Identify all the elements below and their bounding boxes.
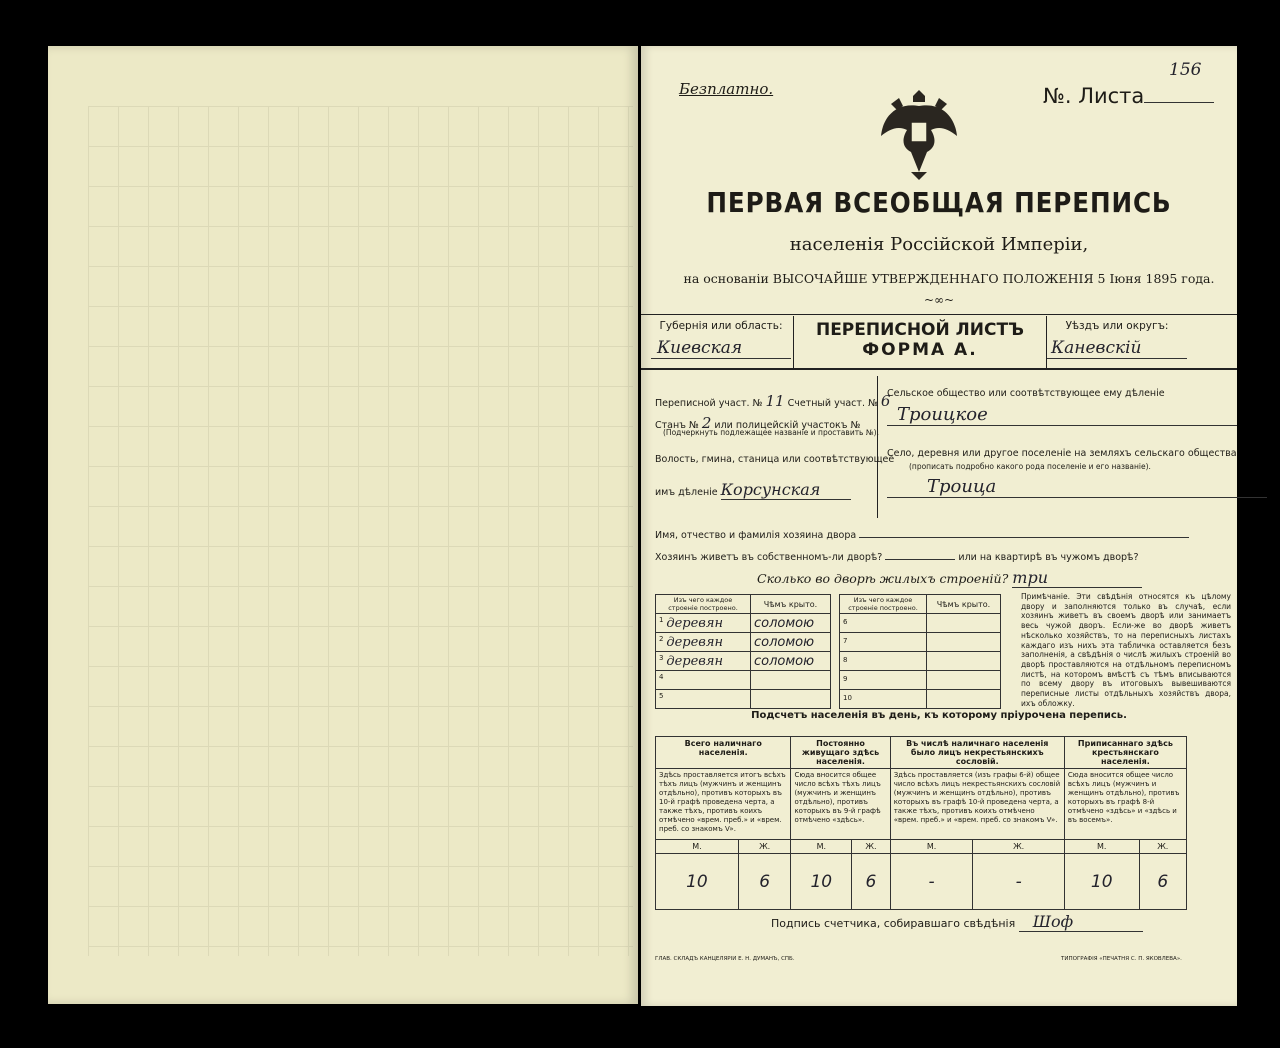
building-material: 8 — [840, 652, 927, 671]
building-material: 4 — [656, 671, 751, 690]
male-label: М. — [656, 840, 739, 854]
building-material: 9 — [840, 671, 927, 690]
population-col-description: Сюда вносится общее число всѣхъ лицъ (мужчинъ и женщинъ отдѣльно), противъ которыхъ въ графѣ 8-й отмѣчено «здѣсь» и «здѣсь и въ восемъ». — [1064, 769, 1186, 840]
owner-line: Имя, отчество и фамилiя хозяина двора — [655, 530, 1215, 541]
population-col-header: Всего наличнаго населенiя. — [656, 737, 791, 769]
building-row — [840, 633, 1001, 652]
printer-left: ГЛАВ. СКЛАДЪ КАНЦЕЛЯРIИ Е. Н. ДУМАНЪ, СПБ. — [655, 956, 795, 962]
building-roof: соломою — [751, 652, 831, 671]
building-row — [656, 614, 831, 633]
col-roof: Чѣмъ крыто. — [751, 595, 831, 614]
bleed-through-grid — [88, 106, 633, 956]
form-title-line1: ПЕРЕПИСНОЙ ЛИСТЪ — [815, 320, 1025, 340]
sheet-number-label: №. Листа — [1043, 84, 1214, 108]
female-label: Ж. — [852, 840, 891, 854]
population-col-header: Въ числѣ наличнаго населенiя было лицъ некрестьянскихъ сословiй. — [890, 737, 1064, 769]
form-title-box — [793, 316, 1047, 368]
female-count: 6 — [738, 854, 791, 910]
building-roof — [927, 652, 1001, 671]
census-area-line: Переписной участ. № 11 Счетный участ. № 6 — [655, 392, 891, 410]
population-col-header: Приписаннаго здѣсь крестьянскаго населенiя. — [1064, 737, 1186, 769]
male-label: М. — [890, 840, 973, 854]
col-material: Изъ чего каждое строенiе построено. — [656, 595, 751, 614]
village-value: Троица — [887, 476, 1267, 498]
document-title: ПЕРВАЯ ВСЕОБЩАЯ ПЕРЕПИСЬ — [706, 186, 1172, 219]
female-label: Ж. — [738, 840, 791, 854]
col-material: Изъ чего каждое строенiе построено. — [840, 595, 927, 614]
owner-lives-line: Хозяинъ живетъ въ собственномъ-ли дворѣ? или на квартирѣ въ чужомъ дворѣ? — [655, 552, 1139, 563]
building-roof — [927, 614, 1001, 633]
building-material: 10 — [840, 690, 927, 709]
population-col-description: Здѣсь проставляется (изъ графы 6-й) общее число всѣхъ лицъ некрестьянскихъ сословiй (мужчинъ и женщинъ отдѣльно), противъ которыхъ въ графѣ 10-й проведена черта, а также тѣхъ, противъ коихъ отмѣчено «врем. преб.» и «врем. преб. со знакомъ V». — [890, 769, 1064, 840]
population-col-description: Сюда вносится общее число всѣхъ тѣхъ лицъ (мужчинъ и женщинъ отдѣльно), противъ которыхъ въ 9-й графѣ отмѣчено «здѣсь». — [791, 769, 890, 840]
society-value: Троицкое — [887, 404, 1237, 426]
male-count: 10 — [656, 854, 739, 910]
volost-line: имъ дѣленiе Корсунская — [655, 480, 865, 500]
col-roof: Чѣмъ крыто. — [927, 595, 1001, 614]
building-material: $^3$ деревян — [656, 652, 751, 671]
guberniya-box — [651, 318, 791, 366]
male-label: М. — [1064, 840, 1139, 854]
buildings-table-right — [839, 594, 1001, 709]
male-count: 10 — [1064, 854, 1139, 910]
society-label: Сельское общество или соотвѣтствующее ему дѣленiе — [887, 388, 1165, 399]
population-col-header: Постоянно живущаго здѣсь населенiя. — [791, 737, 890, 769]
female-label: Ж. — [973, 840, 1064, 854]
left-page — [48, 46, 638, 1004]
village-label: Село, деревня или другое поселенiе на земляхъ сельскаго общества — [887, 448, 1237, 459]
building-roof: соломою — [751, 633, 831, 652]
male-count: - — [890, 854, 973, 910]
population-title: Подсчетъ населенiя въ день, къ которому прiурочена перепись. — [751, 710, 1127, 721]
female-label: Ж. — [1139, 840, 1186, 854]
buildings-count-line: Сколько во дворѣ жилыхъ строенiй? три — [757, 568, 1142, 588]
underline-note: (Подчеркнуть подлежащее названiе и проставить №). — [663, 428, 879, 437]
document-subtitle: населенiя Россiйской Имперiи, — [789, 234, 1089, 255]
female-count: - — [973, 854, 1064, 910]
building-row — [840, 614, 1001, 633]
buildings-note: Примѣчанiе. Эти свѣдѣнiя относятся къ цѣлому двору и заполняются только въ случаѣ, если хозяинъ живетъ въ своемъ дворѣ или занимаетъ весь чужой дворъ. Если-же во дворѣ живетъ нѣсколько хозяйствъ, то на переписныхъ листахъ каждаго изъ нихъ эта табличка оставляется безъ заполненiя, а свѣдѣнiя о числѣ жилыхъ строенiй во дворѣ проставляются на отдѣльномъ переписномъ листѣ, на которомъ вмѣстѣ съ тѣмъ вписываются по всему двору въ итоговыхъ вывешиваются переписные листы отдѣльныхъ хозяйствъ двора, ихъ обложку. — [1021, 592, 1231, 708]
free-label: Безплатно. — [679, 80, 774, 98]
header-rule-bottom — [641, 368, 1237, 370]
village-note: (прописать подробно какого рода поселенiе и его названiе). — [909, 462, 1151, 471]
uezd-box — [1047, 318, 1187, 366]
form-title-line2: ФОРМА А. — [862, 340, 978, 360]
building-roof — [927, 633, 1001, 652]
uezd-value: Каневскiй — [1047, 338, 1187, 359]
male-count: 10 — [791, 854, 852, 910]
building-row — [840, 652, 1001, 671]
building-material: $^2$ деревян — [656, 633, 751, 652]
male-label: М. — [791, 840, 852, 854]
uezd-label: Уѣздъ или округъ: — [1065, 320, 1169, 332]
building-material: 6 — [840, 614, 927, 633]
ornament: ~∞~ — [923, 293, 955, 307]
population-col-description: Здѣсь проставляется итогъ всѣхъ тѣхъ лицъ (мужчинъ и женщинъ отдѣльно), противъ которыхъ въ 10-й графѣ проведена черта, а также тѣхъ, противъ коихъ отмѣчено «врем. преб.» и «врем. преб. со знакомъ V». — [656, 769, 791, 840]
sheet-number-handwritten: 156 — [1169, 60, 1202, 80]
building-roof: соломою — [751, 614, 831, 633]
female-count: 6 — [1139, 854, 1186, 910]
buildings-table-left — [655, 594, 831, 709]
building-roof — [927, 671, 1001, 690]
building-row — [840, 690, 1001, 709]
volost-label: Волость, гмина, станица или соотвѣтствующее — [655, 454, 895, 465]
female-count: 6 — [852, 854, 891, 910]
building-row — [656, 633, 831, 652]
building-material: $^1$ деревян — [656, 614, 751, 633]
double-headed-eagle-icon — [877, 82, 961, 182]
building-material: 5 — [656, 690, 751, 709]
building-row — [656, 671, 831, 690]
printer-right: ТИПОГРАФIЯ «ПЕЧАТНЯ С. П. ЯКОВЛЕВА». — [1061, 956, 1182, 962]
building-roof — [927, 690, 1001, 709]
stan-line: Станъ № 2 или полицейскiй участокъ № — [655, 414, 861, 432]
right-page — [641, 46, 1237, 1006]
guberniya-value: Киевская — [651, 338, 791, 359]
building-row — [656, 690, 831, 709]
building-roof — [751, 690, 831, 709]
building-roof — [751, 671, 831, 690]
signature-line: Подпись счетчика, собиравшаго свѣдѣнiя Шоф — [771, 912, 1143, 932]
building-row — [656, 652, 831, 671]
population-table — [655, 736, 1187, 910]
building-material: 7 — [840, 633, 927, 652]
guberniya-label: Губернiя или область: — [659, 320, 783, 332]
building-row — [840, 671, 1001, 690]
legal-basis: на основанiи ВЫСОЧАЙШЕ УТВЕРЖДЕННАГО ПОЛОЖЕНIЯ 5 Iюня 1895 года. — [683, 271, 1215, 286]
header-rule-top — [641, 314, 1237, 315]
